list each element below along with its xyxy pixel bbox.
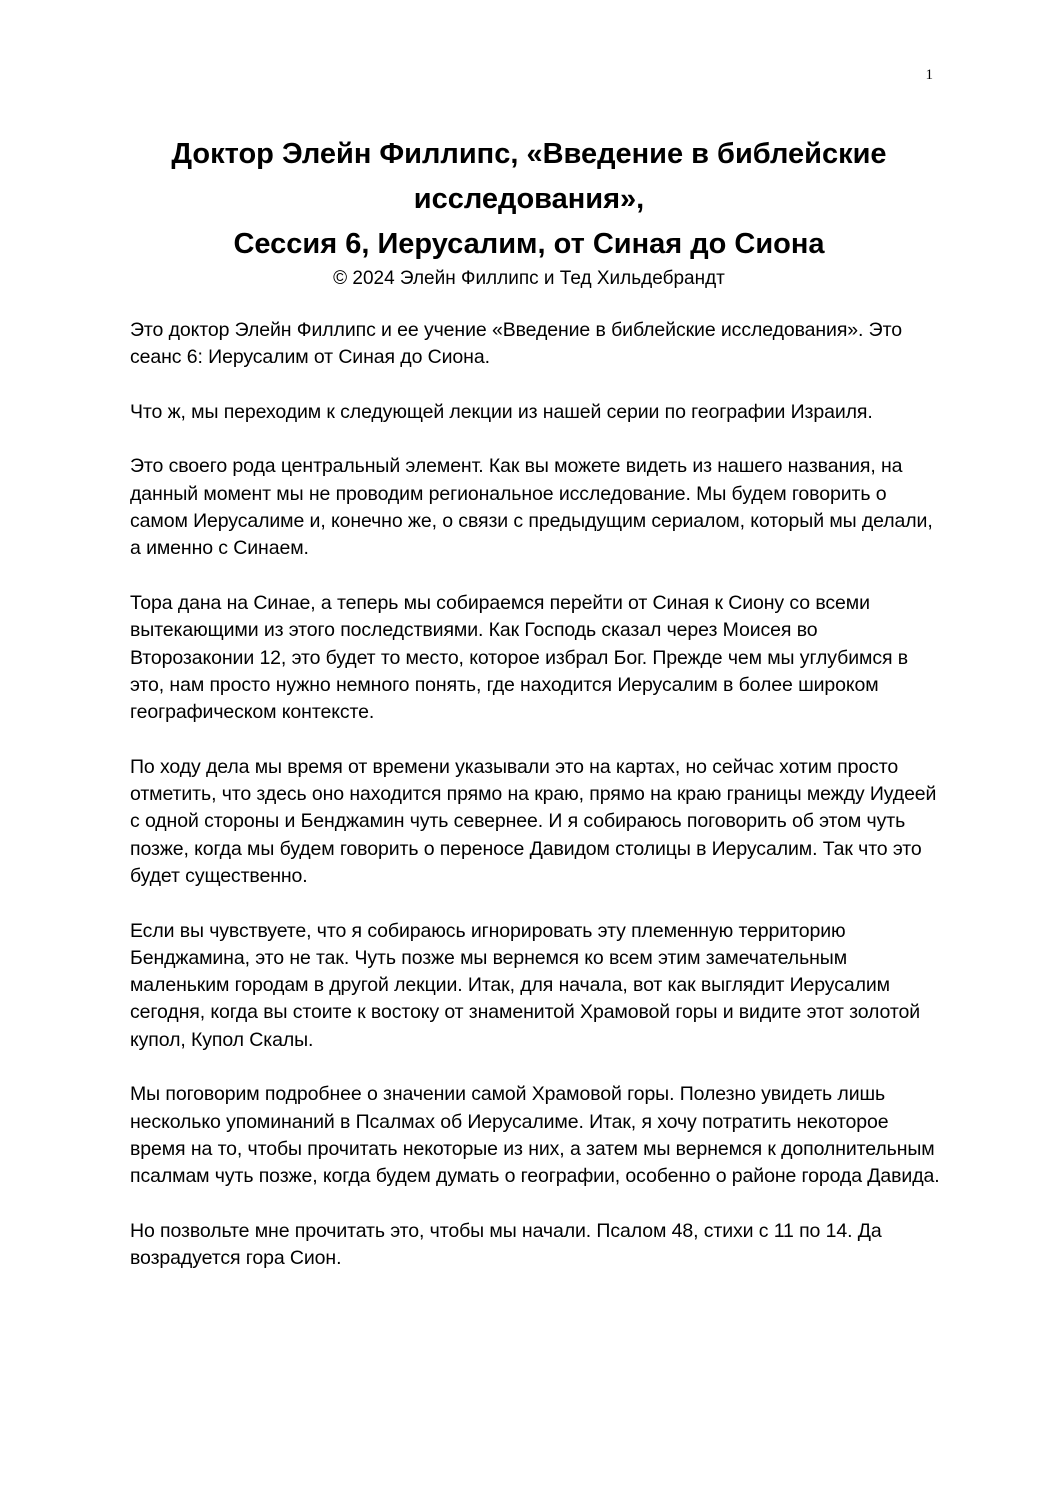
paragraph: Но позвольте мне прочитать это, чтобы мы начали. Псалом 48, стихи с 11 по 14. Да возрадуется гора Сион. [130,1219,882,1270]
paragraph: Тора дана на Синае, а теперь мы собираемся перейти от Синая к Сиону со всеми вытекающими из этого последствиями. Как Господь сказал через Моисея во Второзаконии 12, это будет то место, которое избрал Бог. Прежде чем мы углубимся в это, нам просто нужно немного понять, где находится Иерусалим в более широком географическом контексте. [130,591,909,724]
page-number: 1 [925,67,933,83]
paragraph: Это доктор Элейн Филлипс и ее учение «Введение в библейские исследования». Это сеанс 6: Иерусалим от Синая до Сиона. [130,319,902,369]
paragraph: Мы поговорим подробнее о значении самой Храмовой горы. Полезно увидеть лишь несколько упоминаний в Псалмах об Иерусалиме. Итак, я хочу потратить некоторое время на то, чтобы прочитать некоторые из них, а затем мы вернемся к дополнительным псалмам чуть позже, когда будем думать о географии, особенно о районе города Давида. [130,1083,940,1188]
title-line-1: Доктор Элейн Филлипс, «Введение в библейские [171,138,887,170]
paragraph: Если вы чувствуете, что я собираюсь игнорировать эту племенную территорию Бенджамина, это не так. Чуть позже мы вернемся ко всем этим замечательным маленьким городам в другой лекции. Итак, для начала, вот как выглядит Иерусалим сегодня, когда вы стоите к востоку от знаменитой Храмовой горы и видите этот золотой купол, Купол Скалы. [130,919,920,1051]
title-line-3: Сессия 6, Иерусалим, от Синая до Сиона [233,228,825,260]
title-line-2: исследования», [413,183,645,215]
paragraph: По ходу дела мы время от времени указывали это на картах, но сейчас хотим просто отметить, что здесь оно находится прямо на краю, прямо на краю границы между Иудеей с одной стороны и Бенджамин чуть севернее. И я собираюсь поговорить об этом чуть позже, когда мы будем говорить о переносе Давидом столицы в Иерусалим. Так что это будет существенно. [130,755,937,887]
body-text [130,317,942,1300]
paragraph: Это своего рода центральный элемент. Как вы можете видеть из нашего названия, на данный момент мы не проводим региональное исследование. Мы будем говорить о самом Иерусалиме и, конечно же, о связи с предыдущим сериалом, который мы делали, а именно с Синаем. [130,455,933,560]
title-block [100,132,958,291]
paragraph: Что ж, мы переходим к следующей лекции из нашей серии по географии Израиля. [130,400,873,423]
copyright-line: © 2024 Элейн Филлипс и Тед Хильдебрандт [333,268,725,289]
